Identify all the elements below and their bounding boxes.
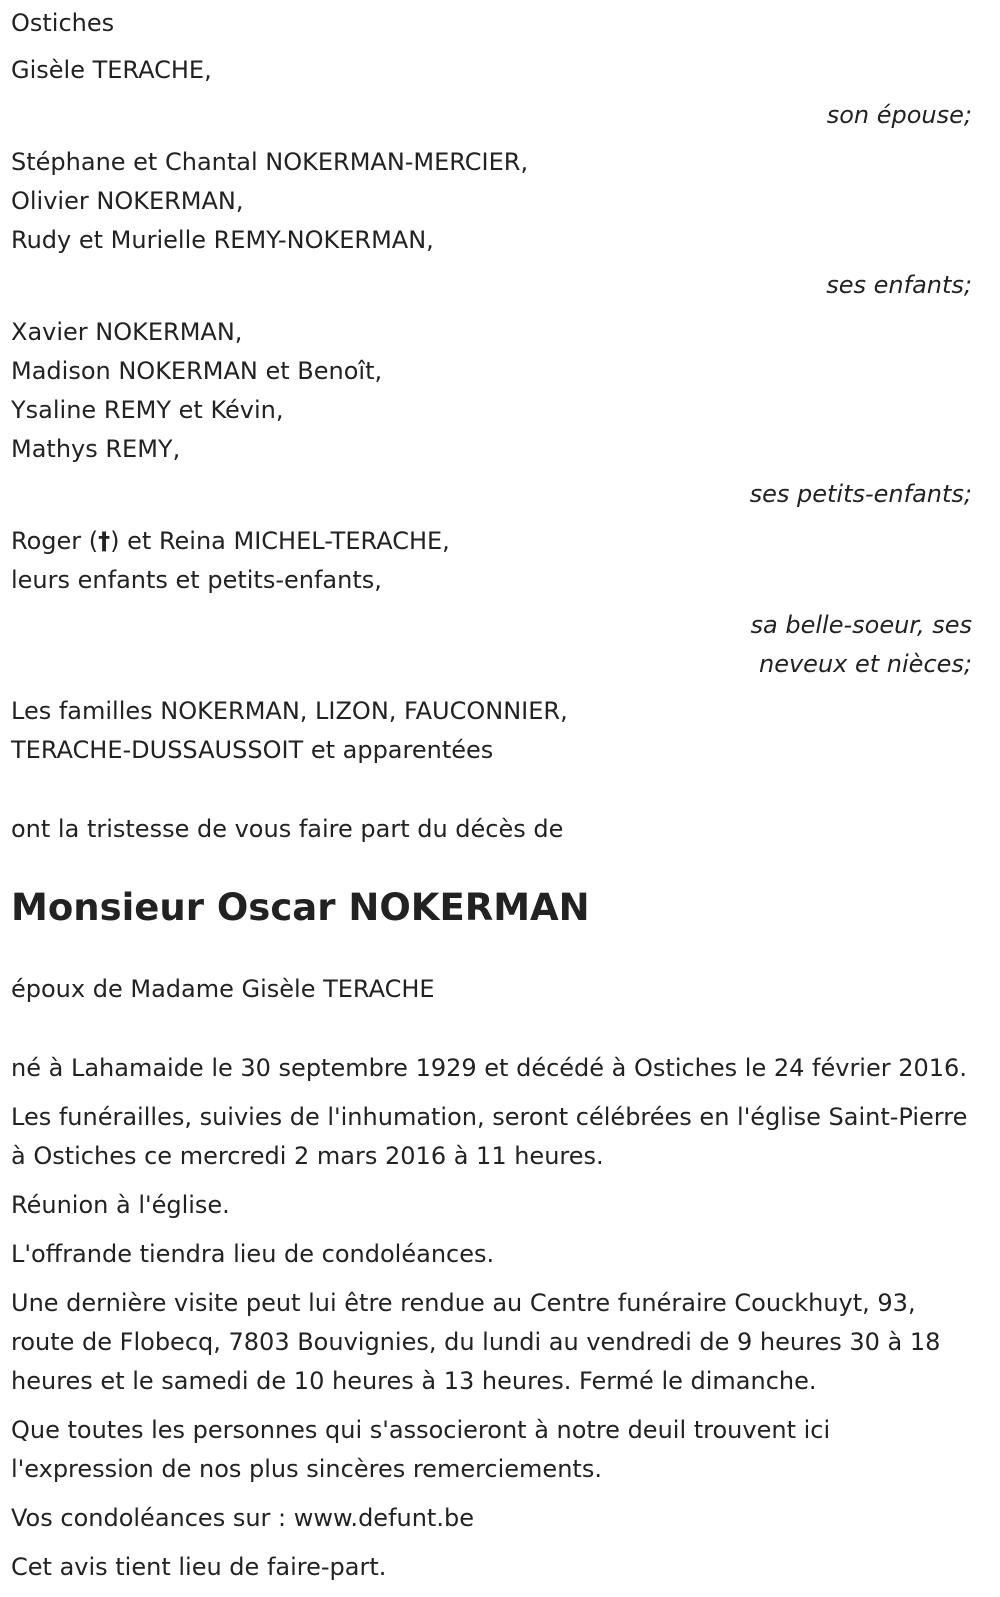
spacer <box>11 1009 972 1049</box>
spacer <box>11 770 972 810</box>
funeral-paragraph: Les funérailles, suivies de l'inhumation, seront célébrées en l'église Saint-Pierre à Ostiches ce mercredi 2 mars 2016 à 11 heures. <box>11 1103 968 1170</box>
family-name-line: Olivier NOKERMAN, <box>11 187 244 215</box>
family-name-line: Stéphane et Chantal NOKERMAN-MERCIER, <box>11 148 529 176</box>
condolences-paragraph: Vos condoléances sur : www.defunt.be <box>11 1504 474 1532</box>
inlaws-name-line <box>11 522 972 561</box>
family-name-line: Ysaline REMY et Kévin, <box>11 396 284 424</box>
inlaws-second-line: leurs enfants et petits-enfants, <box>11 566 382 594</box>
family-role <box>11 475 972 514</box>
deceased-name: Monsieur Oscar NOKERMAN <box>11 886 590 929</box>
family-role-line: neveux et nièces; <box>759 650 972 678</box>
meeting-paragraph: Réunion à l'église. <box>11 1191 230 1219</box>
other-families <box>11 692 972 770</box>
family-role-line: sa belle-soeur, ses <box>750 611 972 639</box>
family-group-spouse <box>11 51 972 135</box>
family-name-line: Gisèle TERACHE, <box>11 56 212 84</box>
family-role <box>11 606 972 684</box>
spouse-of: époux de Madame Gisèle TERACHE <box>11 975 435 1003</box>
notice-paragraph: Cet avis tient lieu de faire-part. <box>11 1553 387 1581</box>
other-families-line: Les familles NOKERMAN, LIZON, FAUCONNIER, <box>11 697 568 725</box>
family-group-inlaws <box>11 522 972 684</box>
family-name-line: Rudy et Murielle REMY-NOKERMAN, <box>11 226 434 254</box>
family-name-line: Xavier NOKERMAN, <box>11 318 243 346</box>
inlaws-name-before: Roger ( <box>11 527 99 555</box>
family-role <box>11 96 972 135</box>
inlaws-name-after: ) et Reina MICHEL-TERACHE, <box>110 527 450 555</box>
family-name-line: Madison NOKERMAN et Benoît, <box>11 357 383 385</box>
family-group-grandchildren <box>11 313 972 514</box>
cross-icon: † <box>98 527 111 555</box>
family-role-line: son épouse; <box>826 101 972 129</box>
family-group-children <box>11 143 972 305</box>
birth-death-paragraph: né à Lahamaide le 30 septembre 1929 et décédé à Ostiches le 24 février 2016. <box>11 1054 967 1082</box>
thanks-paragraph: Que toutes les personnes qui s'associeront à notre deuil trouvent ici l'expression de nos plus sincères remerciements. <box>11 1416 831 1483</box>
family-role-line: ses enfants; <box>826 271 972 299</box>
family-role-line: ses petits-enfants; <box>749 480 972 508</box>
location: Ostiches <box>11 9 115 37</box>
family-name-line: Mathys REMY, <box>11 435 181 463</box>
announcement: ont la tristesse de vous faire part du décès de <box>11 815 564 843</box>
offering-paragraph: L'offrande tiendra lieu de condoléances. <box>11 1240 495 1268</box>
family-role <box>11 266 972 305</box>
visit-paragraph: Une dernière visite peut lui être rendue au Centre funéraire Couckhuyt, 93, route de Flobecq, 7803 Bouvignies, du lundi au vendredi de 9 heures 30 à 18 heures et le samedi de 10 heures à 13 heures. Fermé le dimanche. <box>11 1289 941 1395</box>
other-families-line: TERACHE-DUSSAUSSOIT et apparentées <box>11 736 494 764</box>
